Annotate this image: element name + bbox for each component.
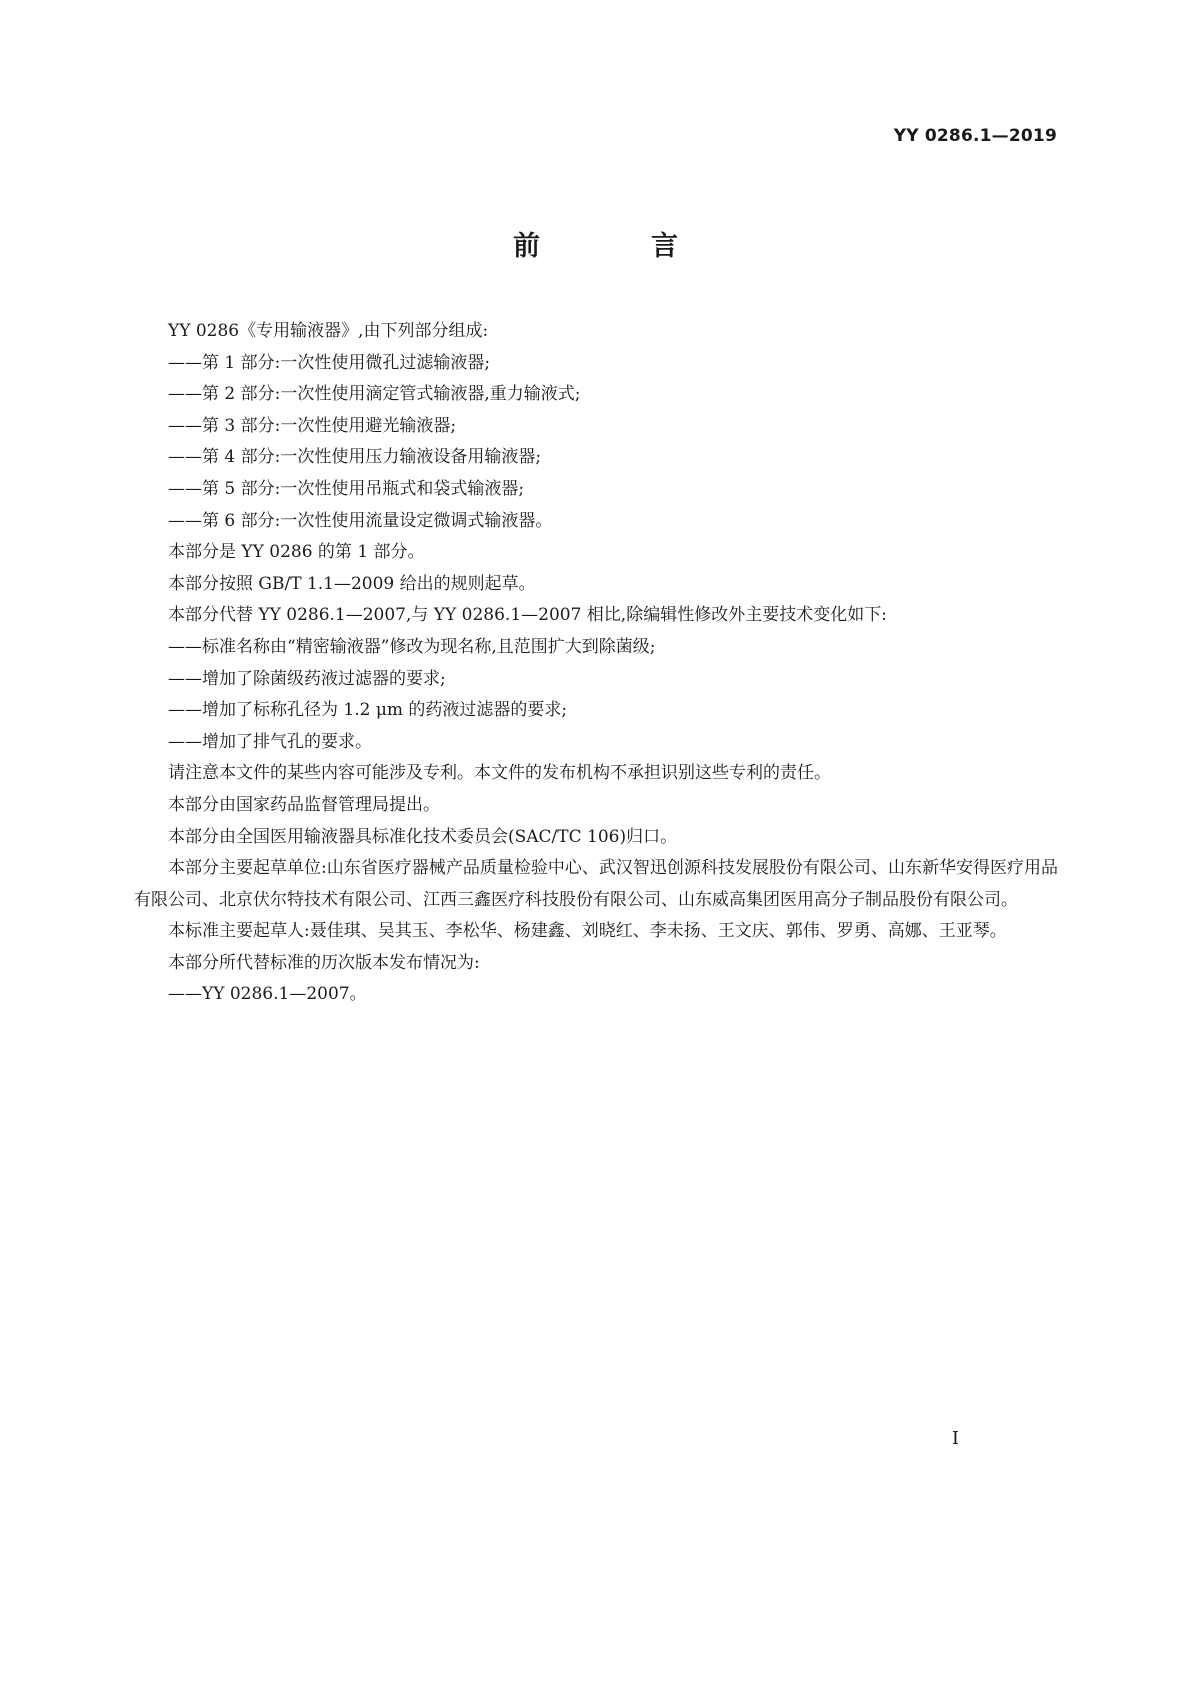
paragraph: 本部分所代替标准的历次版本发布情况为:	[168, 952, 480, 973]
list-item: ——增加了排气孔的要求。	[168, 731, 372, 752]
standard-code: YY 0286.1—2019	[893, 126, 1057, 146]
list-item: ——第 3 部分:一次性使用避光输液器;	[168, 415, 457, 436]
paragraph: 请注意本文件的某些内容可能涉及专利。本文件的发布机构不承担识别这些专利的责任。	[168, 763, 831, 784]
paragraph: YY 0286《专用输液器》,由下列部分组成:	[168, 321, 489, 341]
list-item: ——增加了除菌级药液过滤器的要求;	[168, 668, 446, 689]
list-item: ——标准名称由“精密输液器”修改为现名称,且范围扩大到除菌级;	[168, 636, 656, 657]
paragraph: 本部分由全国医用输液器具标准化技术委员会(SAC/TC 106)归口。	[168, 826, 678, 847]
paragraph: 本部分由国家药品监督管理局提出。	[168, 794, 440, 815]
list-item: ——增加了标称孔径为 1.2 μm 的药液过滤器的要求;	[168, 700, 568, 721]
paragraph: 本标准主要起草人:聂佳琪、吴其玉、李松华、杨建鑫、刘晓红、李未扬、王文庆、郭伟、罗勇、高娜、王亚琴。	[168, 921, 1007, 942]
list-item: ——第 5 部分:一次性使用吊瓶式和袋式输液器;	[168, 478, 525, 499]
page-title: 前 言	[513, 231, 720, 262]
page-number: I	[951, 1428, 959, 1449]
list-item: ——第 2 部分:一次性使用滴定管式输液器,重力输液式;	[168, 384, 581, 405]
list-item: ——第 4 部分:一次性使用压力输液设备用输液器;	[168, 447, 542, 468]
list-item: ——第 6 部分:一次性使用流量设定微调式输液器。	[168, 510, 553, 531]
foreword-body	[134, 316, 1058, 1011]
paragraph: 本部分主要起草单位:山东省医疗器械产品质量检验中心、武汉智迅创源科技发展股份有限公司、山东新华安得医疗用品有限公司、北京伏尔特技术有限公司、江西三鑫医疗科技股份有限公司、山东威高集团医用高分子制品股份有限公司。	[134, 858, 1058, 910]
paragraph: 本部分代替 YY 0286.1—2007,与 YY 0286.1—2007 相比,除编辑性修改外主要技术变化如下:	[168, 605, 887, 626]
paragraph: 本部分是 YY 0286 的第 1 部分。	[168, 542, 425, 563]
paragraph: 本部分按照 GB/T 1.1—2009 给出的规则起草。	[168, 573, 536, 594]
list-item: ——第 1 部分:一次性使用微孔过滤输液器;	[168, 352, 491, 373]
list-item: ——YY 0286.1—2007。	[168, 984, 367, 1005]
